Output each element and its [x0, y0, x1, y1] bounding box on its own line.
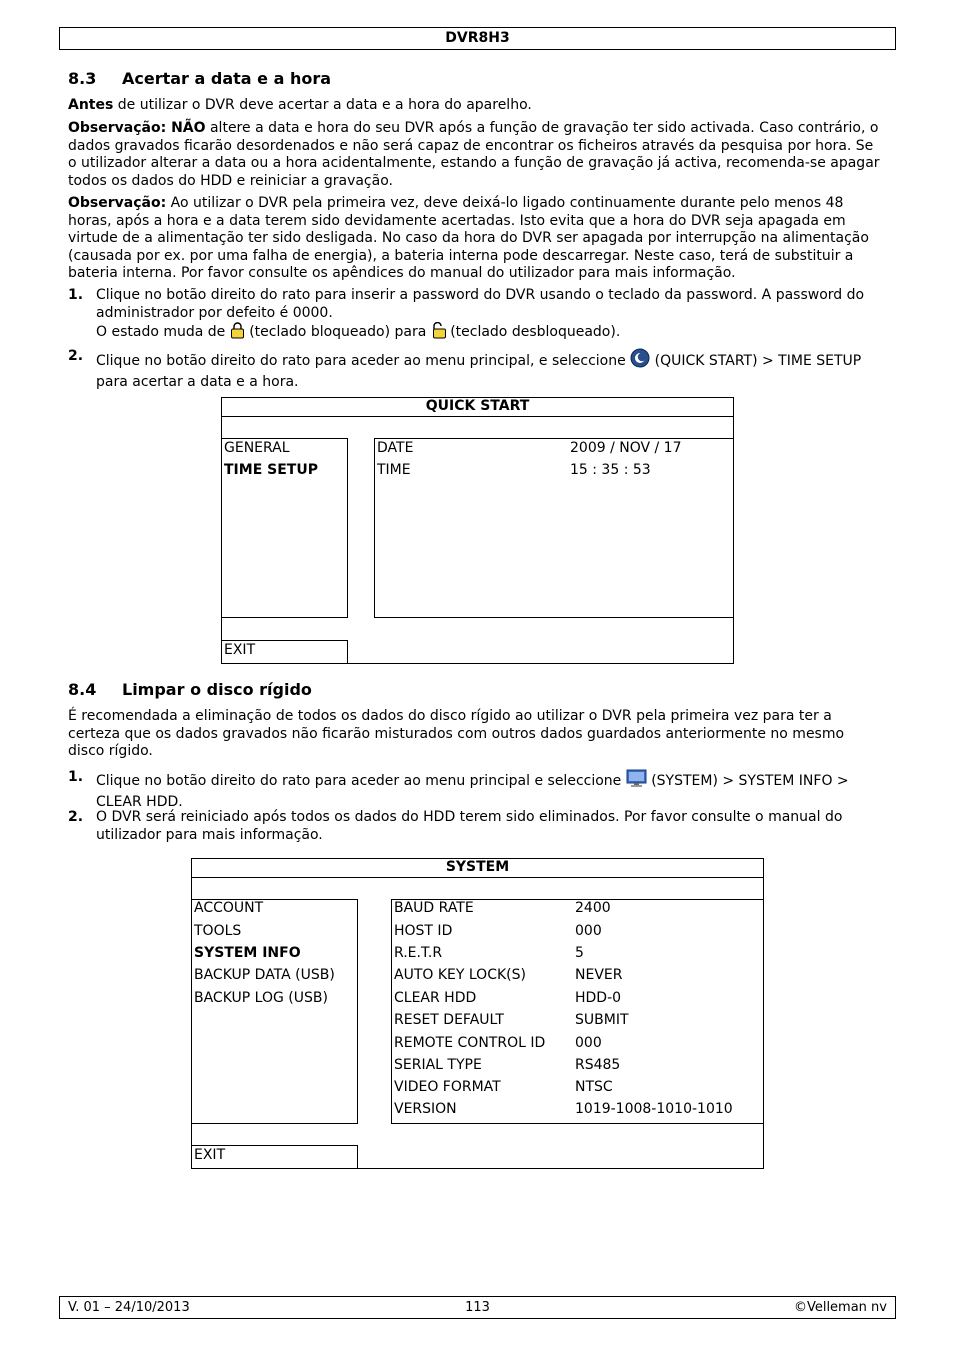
step-text: (teclado bloqueado) para [249, 324, 427, 340]
list-item [68, 809, 880, 844]
bold-lead: Observação: [68, 195, 167, 211]
row-value[interactable]: NEVER [575, 967, 623, 983]
paragraph [68, 97, 880, 115]
exit-label[interactable]: EXIT [224, 642, 256, 658]
bold-lead: Observação: NÃO [68, 120, 206, 136]
list-number: 2. [68, 348, 84, 364]
row-value[interactable]: NTSC [575, 1079, 613, 1095]
row-value[interactable]: RS485 [575, 1057, 621, 1073]
row-label: SERIAL TYPE [394, 1057, 482, 1073]
exit-label[interactable]: EXIT [194, 1147, 226, 1163]
quick-start-icon [630, 348, 650, 374]
lock-icon [230, 322, 245, 345]
list-number: 1. [68, 769, 84, 785]
row-label: R.E.T.R [394, 945, 443, 961]
footer-version: V. 01 – 24/10/2013 [68, 1300, 190, 1315]
divider [191, 877, 764, 900]
row-value[interactable]: 000 [575, 923, 602, 939]
list-number: 1. [68, 287, 84, 303]
row-value[interactable]: HDD-0 [575, 990, 622, 1006]
paragraph-text: É recomendada a eliminação de todos os dados do disco rígido ao utilizar o DVR pela primeira vez para ter a certeza que os dados gravados não ficarão misturados com outros dados guardados anteriormente no mesmo disco rígido. [68, 708, 845, 759]
menu-item-backup-log[interactable]: BACKUP LOG (USB) [194, 990, 328, 1006]
paragraph [68, 708, 880, 761]
row-label-date: DATE [377, 440, 414, 456]
list-number: 2. [68, 809, 84, 825]
row-label: CLEAR HDD [394, 990, 477, 1006]
row-value-time[interactable]: 15 : 35 : 53 [570, 462, 651, 478]
divider [221, 416, 734, 439]
row-label: REMOTE CONTROL ID [394, 1035, 546, 1051]
menu-item-system-info[interactable]: SYSTEM INFO [194, 945, 301, 961]
row-label: VIDEO FORMAT [394, 1079, 501, 1095]
paragraph [68, 120, 880, 190]
list-item [68, 348, 880, 391]
list-item [68, 769, 880, 811]
step-text: Clique no botão direito do rato para inserir a password do DVR usando o teclado da password. A password do administrador por defeito é 0000. [96, 287, 865, 321]
settings-panel [374, 438, 734, 618]
bold-lead: Antes [68, 97, 114, 113]
paragraph-text: de utilizar o DVR deve acertar a data e a hora do aparelho. [113, 97, 532, 113]
page-number: 113 [465, 1300, 490, 1315]
table-title: SYSTEM [445, 859, 510, 875]
row-label: AUTO KEY LOCK(S) [394, 967, 526, 983]
step-text: Clique no botão direito do rato para aceder ao menu principal e seleccione [96, 773, 622, 789]
section-title: Acertar a data e a hora [122, 69, 332, 88]
unlock-icon [431, 322, 446, 345]
menu-item-tools[interactable]: TOOLS [194, 923, 242, 939]
menu-item-backup-data[interactable]: BACKUP DATA (USB) [194, 967, 335, 983]
menu-item-time-setup[interactable]: TIME SETUP [224, 462, 318, 478]
row-value[interactable]: SUBMIT [575, 1012, 629, 1028]
row-label: VERSION [394, 1101, 457, 1117]
system-icon [626, 769, 647, 794]
list-item [68, 287, 880, 345]
row-value-date[interactable]: 2009 / NOV / 17 [570, 440, 682, 456]
table-title: QUICK START [425, 398, 530, 414]
step-text: O estado muda de [96, 324, 226, 340]
menu-item-general[interactable]: GENERAL [224, 440, 290, 456]
paragraph-text: Ao utilizar o DVR pela primeira vez, deve deixá-lo ligado continuamente durante pelo menos 48 horas, após a hora e a data terem sido devidamente acertadas. Isto evita que a hora do DVR seja apagada em virtude de a alimentação ter sido desligada. No caso da hora do DVR ser apagada por interrupção na alimentação (causada por ex. por uma falha de energia), a bateria interna pode descarregar. Neste caso, terá de substituir a bateria interna. Por favor consulte os apêndices do manual do utilizador para mais informação. [68, 195, 869, 281]
row-value[interactable]: 5 [575, 945, 584, 961]
step-text: (teclado desbloqueado). [450, 324, 621, 340]
row-label: HOST ID [394, 923, 453, 939]
row-value: 1019-1008-1010-1010 [575, 1101, 733, 1117]
section-heading-8-3 [68, 69, 331, 88]
page-footer [59, 1296, 896, 1319]
step-text: O DVR será reiniciado após todos os dados do HDD terem sido eliminados. Por favor consulte o manual do utilizador para mais informação. [96, 809, 843, 843]
step-text: (QUICK START) > TIME SETUP para acertar a data e a hora. [96, 353, 862, 390]
section-number: 8.4 [68, 680, 97, 699]
row-value[interactable]: 000 [575, 1035, 602, 1051]
section-heading-8-4 [68, 680, 312, 699]
menu-item-account[interactable]: ACCOUNT [194, 900, 264, 916]
paragraph [68, 195, 880, 283]
step-text: (SYSTEM) > SYSTEM INFO > CLEAR HDD. [96, 773, 849, 810]
section-title: Limpar o disco rígido [122, 680, 312, 699]
footer-copyright: ©Velleman nv [793, 1300, 887, 1315]
row-label-time: TIME [377, 462, 411, 478]
row-label: RESET DEFAULT [394, 1012, 504, 1028]
row-value[interactable]: 2400 [575, 900, 611, 916]
step-text: Clique no botão direito do rato para aceder ao menu principal, e seleccione [96, 353, 626, 369]
row-label: BAUD RATE [394, 900, 474, 916]
paragraph-text: altere a data e hora do seu DVR após a função de gravação ter sido activada. Caso contrário, o dados gravados ficarão desordenados e não será capaz de encontrar os ficheiros através da pesquisa por hora. Se o utilizador alterar a data ou a hora acidentalmente, estando a função de gravação já activa, recomenda-se apagar todos os dados do HDD e reiniciar a gravação. [68, 120, 880, 189]
page-header: DVR8H3 [59, 27, 896, 50]
section-number: 8.3 [68, 69, 97, 88]
